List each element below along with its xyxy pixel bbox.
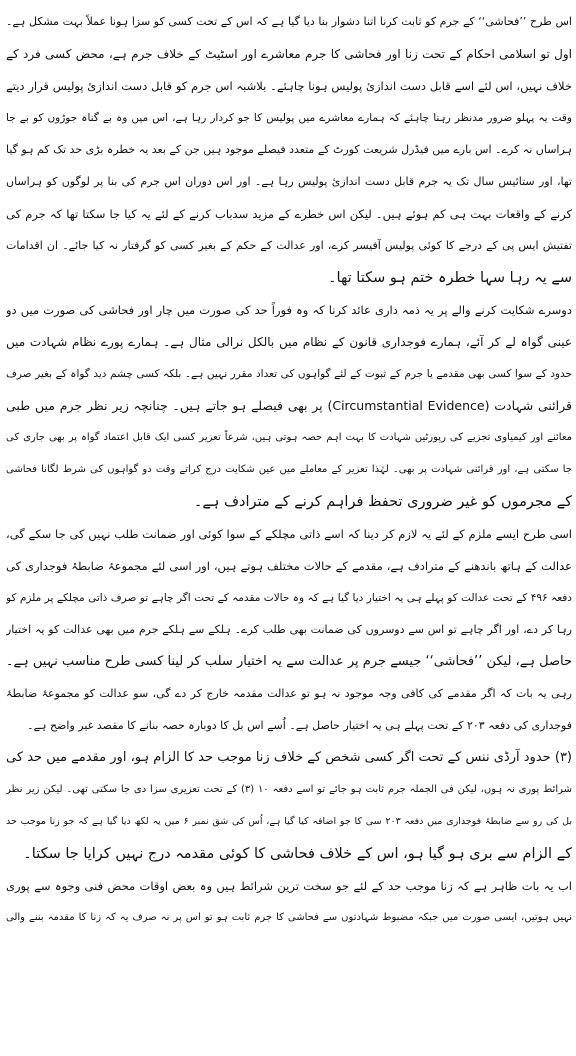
text-line: فوجداری کی دفعہ ۲۰۳ کے تحت پہلے ہی یہ اختیار حاصل ہے۔ اُسے اس بل کا دوبارہ حصہ بنانے کا مقصد غیر واضح ہے۔ (27, 719, 572, 732)
text-line: سے یہ رہا سہا خطرہ ختم ہو سکتا تھا۔ (328, 270, 572, 286)
paragraph (6, 6, 572, 294)
paragraph (6, 870, 572, 934)
text-line: عدالت کے ہاتھ باندھنے کے مترادف ہے، مقدمے کے حالات مختلف ہوتے ہیں، اور اسی لئے مجموعۂ ضابطۂ فوجداری کی (6, 559, 572, 573)
text-line: رہا کر دے، اور اگر چاہے تو اس سے دوسروں کی ضمانت بھی طلب کرے۔ ہلکے سے ہلکے جرم میں بھی عدالت کو یہ اختیار (6, 623, 572, 636)
paragraph (6, 678, 572, 742)
text-line: تفتیش ایس پی کے درجے کا کوئی پولیس آفیسر کرے، اور عدالت کے حکم کے بغیر کسی کو گرفتار نہ کیا جائے۔ ان اقدامات (6, 239, 572, 252)
text-line: جا سکتی ہے، اور قرائنی شہادت پر بھی۔ لہٰذا تعزیر کے معاملے میں عین شکایت درج کراتے وقت دو گواہوں کی شرط لگانا فحاشی (6, 464, 572, 475)
text-line: کرنے کے واقعات بہت ہی کم ہوئے ہیں۔ لیکن اس خطرے کے مزید سدباب کرنے کے لئے یہ کیا جا سکتا تھا کہ جرم کی (6, 207, 572, 221)
text-line: اسی طرح ایسے ملزم کے لئے یہ لازم کر دینا کہ اسے ذاتی مچلکے کے سوا کوئی اور ضمانت طلب نہیں کی جا سکے گی، (6, 527, 572, 541)
text-line: (۳) حدود آرڈی ننس کے تحت اگر کسی شخص کے خلاف زنا موجب حد کا الزام ہو، اور مقدمے میں حد کی (6, 750, 572, 765)
text-line: وقت یہ پہلو ضرور مدنظر رہنا چاہئے کہ ہمارے معاشرے میں پولیس کا جو کردار رہا ہے، اس میں وہ بے گناہ جوڑوں کو بے جا (6, 112, 572, 124)
paragraph (6, 742, 572, 870)
text-line: نہیں ہوتیں، ایسی صورت میں جبکہ مضبوط شہادتوں سے فحاشی کا جرم ثابت ہو تو اس پر نہ صرف یہ کہ زنا کا مقدمہ بننے والی (6, 912, 572, 923)
text-line: اول تو اسلامی احکام کے تحت زنا اور فحاشی کا جرم معاشرے اور اسٹیٹ کے خلاف جرم ہے، محض کسی فرد کے (6, 47, 572, 61)
paragraph (6, 294, 572, 518)
text-line: دوسرے شکایت کرنے والے پر یہ ذمہ داری عائد کرنا کہ وہ فوراً حد کی صورت میں چار اور فحاشی کی صورت میں دو (6, 303, 572, 317)
text-line: اس طرح ’’فحاشی‘‘ کے جرم کو ثابت کرنا اتنا دشوار بنا دیا گیا ہے کہ اس کے تحت کسی کو سزا ہونا عملاً بہت مشکل ہے۔ (6, 15, 572, 28)
document-page (6, 6, 572, 1052)
text-line: رہی یہ بات کہ اگر مقدمے کی کافی وجہ موجود نہ ہو تو عدالت مقدمہ خارج کر دے گی، سو عدالت کو مجموعۂ ضابطۂ (6, 687, 572, 700)
text-line: بل کی رو سے ضابطۂ فوجداری میں دفعہ ۲۰۳ سی کا جو اضافہ کیا گیا ہے، اُس کی شق نمبر ۶ میں یہ لکھ دیا گیا ہے کہ جو زنا موجب حد (6, 816, 572, 827)
text-line: معائنے اور کیمیاوی تجزیے کی رپورٹیں شہادت کا بہت اہم حصہ ہوتی ہیں، شرعاً تعزیر کسی ایک قابل اعتماد گواہ پر بھی جاری کی (6, 432, 572, 443)
text-line: حاصل ہے، لیکن ’’فحاشی‘‘ جیسے جرم پر عدالت سے یہ اختیار سلب کر لینا کسی طرح مناسب نہیں ہے۔ (6, 654, 572, 669)
text-line: عینی گواہ لے کر آئے، ہمارے فوجداری قانون کے نظام میں بالکل نرالی مثال ہے۔ ہمارے پورے نظام شہادت میں (6, 335, 572, 349)
text-line: دفعہ ۴۹۶ کے تحت عدالت کو پہلے ہی یہ اختیار دیا گیا ہے کہ وہ حالات مقدمہ کے تحت اگر چاہے تو صرف ذاتی مچلکے پر ملزم کو (6, 592, 572, 604)
text-line: کے الزام سے بری ہو گیا ہو، اس کے خلاف فحاشی کا کوئی مقدمہ درج نہیں کرایا جا سکتا۔ (23, 846, 572, 862)
text-line: کے مجرموں کو غیر ضروری تحفظ فراہم کرنے کے مترادف ہے۔ (193, 494, 572, 510)
text-line: حدود کے سوا کسی بھی مقدمے یا جرم کے ثبوت کے لئے گواہوں کی تعداد مقرر نہیں ہے۔ بلکہ کسی چشم دید گواہ کے بغیر صرف (6, 368, 572, 380)
text-line: قرائنی شہادت (Circumstantial Evidence) پر بھی فیصلے ہو جاتے ہیں۔ چنانچہ زیر نظر جرم میں طبی (6, 398, 572, 413)
paragraph (6, 518, 572, 678)
text-line: ہراساں نہ کرے۔ اس بارے میں فیڈرل شریعت کورٹ کے متعدد فیصلے موجود ہیں جن کے بعد یہ خطرہ بڑی حد تک کم ہو گیا (6, 143, 572, 156)
text-line: تھا، اور ستائیس سال تک یہ جرم قابل دست اندازیٔ پولیس رہا ہے۔ اور اس دوران اس جرم کی بنا پر لوگوں کو ہراساں (6, 175, 572, 188)
text-line: اب یہ بات ظاہر ہے کہ زنا موجب حد کے لئے جو سخت ترین شرائط ہیں وہ بعض اوقات محض فنی وجوہ سے پوری (6, 879, 572, 893)
text-line: خلاف نہیں، اس لئے اسے قابل دست اندازیٔ پولیس ہونا چاہئے۔ بلاشبہ اس جرم کو قابل دست اندازیٔ پولیس قرار دیتے (6, 79, 572, 93)
text-line: شرائط پوری نہ ہوں، لیکن فی الجملہ جرم ثابت ہو جائے تو اسے دفعہ ۱۰ (۳) کے تحت تعزیری سزا دی جا سکتی تھی۔ لیکن زیر نظر (6, 784, 572, 795)
